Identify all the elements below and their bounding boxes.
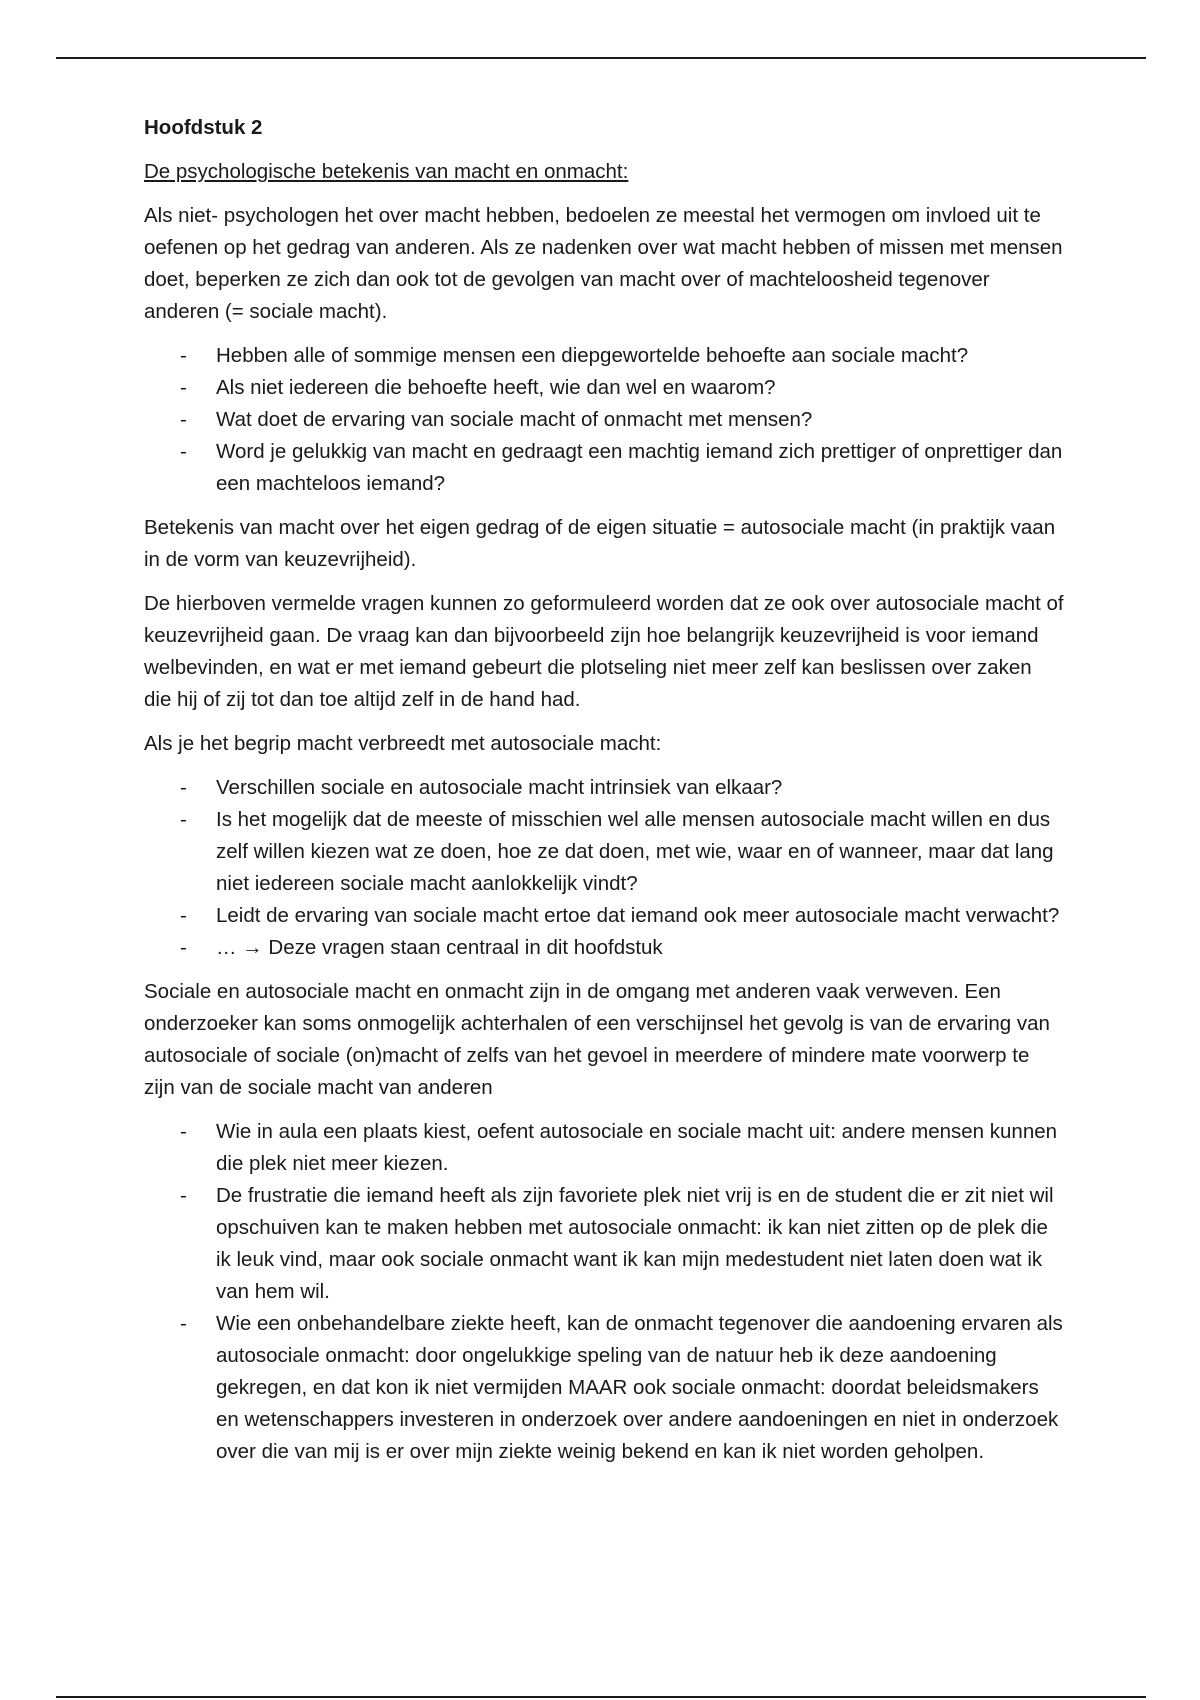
footer-rule xyxy=(56,1696,1146,1698)
bullet-dash: - xyxy=(180,808,187,831)
reformulated-questions-paragraph: De hierboven vermelde vragen kunnen zo geformuleerd worden dat ze ook over autosociale macht of keuzevrijheid gaan. De vraag kan dan bijvoorbeeld zijn hoe belangrijk keuzevrijheid is voor iemand welbevinden, en wat er met iemand gebeurt die plotseling niet meer zelf kan beslissen over zaken die hij of zij tot dan toe altijd zelf in de hand had. xyxy=(144,592,1064,711)
list-item xyxy=(144,804,1064,900)
social-power-questions-list xyxy=(144,340,1064,500)
autosocial-questions-list xyxy=(144,772,1064,964)
list-item-text: Wie een onbehandelbare ziekte heeft, kan de onmacht tegenover die aandoening ervaren als autosociale onmacht: door ongelukkige speling van de natuur heb ik deze aandoening gekregen, en dat kon ik niet vermijden MAAR ook sociale onmacht: doordat beleidsmakers en wetenschappers investeren in onderzoek over andere aandoeningen en niet in onderzoek over die van mij is er over mijn ziekte weinig bekend en kan ik niet worden geholpen. xyxy=(216,1312,1063,1463)
list-item xyxy=(144,1308,1064,1468)
list-item-text: Leidt de ervaring van sociale macht ertoe dat iemand ook meer autosociale macht verwacht? xyxy=(216,904,1060,927)
list-item-text: Wat doet de ervaring van sociale macht of onmacht met mensen? xyxy=(216,408,813,431)
bullet-dash: - xyxy=(180,776,187,799)
bullet-dash: - xyxy=(180,1312,187,1335)
list-item xyxy=(144,1180,1064,1308)
list-item-text: Verschillen sociale en autosociale macht intrinsiek van elkaar? xyxy=(216,776,783,799)
interwoven-power-paragraph: Sociale en autosociale macht en onmacht zijn in de omgang met anderen vaak verweven. Een onderzoeker kan soms onmogelijk achterhalen of een verschijnsel het gevolg is van de ervaring van autosociale of sociale (on)macht of zelfs van het gevoel in meerdere of mindere mate voorwerp te zijn van de sociale macht van anderen xyxy=(144,980,1050,1099)
bullet-dash: - xyxy=(180,376,187,399)
list-item xyxy=(144,900,1064,932)
bullet-dash: - xyxy=(180,1120,187,1143)
list-item-text: … → Deze vragen staan centraal in dit hoofdstuk xyxy=(216,936,663,959)
bullet-dash: - xyxy=(180,408,187,431)
examples-list xyxy=(144,1116,1064,1468)
bullet-dash: - xyxy=(180,936,187,959)
bullet-dash: - xyxy=(180,344,187,367)
list-item-text: Wie in aula een plaats kiest, oefent autosociale en sociale macht uit: andere mensen kunnen die plek niet meer kiezen. xyxy=(216,1120,1058,1175)
list-item xyxy=(144,932,1064,964)
bullet-dash: - xyxy=(180,1184,187,1207)
list-item xyxy=(144,772,1064,804)
autosocial-definition-paragraph: Betekenis van macht over het eigen gedrag of de eigen situatie = autosociale macht (in praktijk vaan in de vorm van keuzevrijheid). xyxy=(144,516,1056,571)
list-item-text: Hebben alle of sommige mensen een diepgewortelde behoefte aan sociale macht? xyxy=(216,344,969,367)
list-item-text: Word je gelukkig van macht en gedraagt een machtig iemand zich prettiger of onprettiger dan een machteloos iemand? xyxy=(216,440,1063,495)
list-item xyxy=(144,436,1064,500)
list-item-text: De frustratie die iemand heeft als zijn favoriete plek niet vrij is en de student die er zit niet wil opschuiven kan te maken hebben met autosociale onmacht: ik kan niet zitten op de plek die ik leuk vind, maar ook sociale onmacht want ik kan mijn medestudent niet laten doen wat ik van hem wil. xyxy=(216,1184,1054,1303)
list-item xyxy=(144,404,1064,436)
header-rule xyxy=(56,57,1146,59)
bullet-dash: - xyxy=(180,904,187,927)
broadened-concept-paragraph: Als je het begrip macht verbreedt met autosociale macht: xyxy=(144,732,662,755)
list-item xyxy=(144,1116,1064,1180)
intro-paragraph: Als niet- psychologen het over macht hebben, bedoelen ze meestal het vermogen om invloed uit te oefenen op het gedrag van anderen. Als ze nadenken over wat macht hebben of missen met mensen doet, beperken ze zich dan ook tot de gevolgen van macht over of machteloosheid tegenover anderen (= sociale macht). xyxy=(144,204,1063,323)
document-body xyxy=(144,112,1064,1480)
list-item-text: Als niet iedereen die behoefte heeft, wie dan wel en waarom? xyxy=(216,376,776,399)
list-item xyxy=(144,372,1064,404)
chapter-heading: Hoofdstuk 2 xyxy=(144,116,263,139)
bullet-dash: - xyxy=(180,440,187,463)
list-item xyxy=(144,340,1064,372)
list-item-text: Is het mogelijk dat de meeste of misschien wel alle mensen autosociale macht willen en dus zelf willen kiezen wat ze doen, hoe ze dat doen, met wie, waar en of wanneer, maar dat lang niet iedereen sociale macht aanlokkelijk vindt? xyxy=(216,808,1054,895)
section-subheading: De psychologische betekenis van macht en onmacht: xyxy=(144,160,629,183)
